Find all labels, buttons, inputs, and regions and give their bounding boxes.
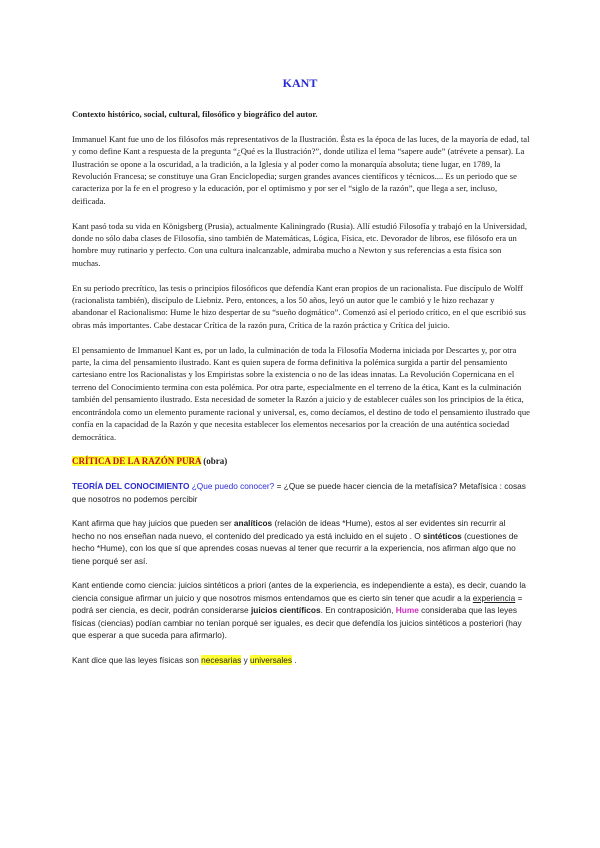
text-run: . — [292, 654, 297, 665]
term-experiencia: experiencia — [472, 592, 516, 603]
paragraph-periodo-precritico: En su periodo precrítico, las tesis o principios filosóficos que defendía Kant eran propios de un racionalista. Fue discípulo de Wolff (racionalista también), discípulo de Liebniz. Pero, entonces, a los 50 años, leyó un autor que le cambió y le hizo rechazar y abandonar el Racionalismo: Hume le hizo despertar de su “sueño dogmático”. Comenzó así el periodo crítico, en el que escribió sus obras más importantes. Cabe destacar Crítica de la razón pura, Crítica de la razón práctica y Crítica del juicio. — [72, 282, 526, 330]
text-run: y — [241, 654, 251, 665]
text-run: (cuestiones de hecho *Hume), con los que sí que aprendes cosas nuevas al tener que recurrir a la experiencia, nos afirman algo que no tiene porqué ser así. — [72, 530, 519, 566]
term-hume: Hume — [395, 605, 419, 616]
text-run: . En contraposición, — [320, 605, 396, 616]
document-body — [72, 108, 530, 679]
paragraph-biografia: Kant pasó toda su vida en Königsberg (Prusia), actualmente Kaliningrado (Rusia). Allí estudió Filosofía y trabajó en la Universidad, donde no sólo daba clases de Filosofía, sino también de Matemáticas, Lógica, Física, etc. Devorador de libros, ese filósofo era un hombre muy rutinario y perfecto. Con una cultura inalcanzable, admiraba mucho a Newton y sus referencias a esta física son muchas. — [72, 220, 527, 268]
paragraph-ciencia — [72, 579, 530, 641]
text-run: Kant dice que las leyes físicas son — [72, 654, 202, 665]
term-universales: universales — [250, 654, 292, 665]
teoria-rest: = ¿Que se puede hacer ciencia de la metafísica? Metafísica : cosas que nosotros no podemos percibir — [72, 481, 526, 504]
section-title-highlight: CRÍTICA DE LA RAZÓN PURA — [72, 456, 202, 467]
paragraph-ilustracion: Immanuel Kant fue uno de los filósofos más representativos de la Ilustración. Ésta es la época de las luces, de la mayoría de edad, tal y como define Kant a respuesta de la pregunta “¿Qué es la Ilustración?”, donde utiliza el lema “sapere aude” (atrévete a pensar). La Ilustración se opone a la oscuridad, a la tradición, a la Iglesia y al poder como la monarquía absoluta; tiene lugar, en 1789, la Revolución Francesa; se constituye una Gran Enciclopedia; surgen grandes avances científicos y técnicos.... Es un periodo que se caracteriza por la fe en el progreso y la educación, por el optimismo y por ser el “siglo de la razón”, que llega a ser, incluso, deificada. — [72, 133, 530, 206]
term-sinteticos: sintéticos — [423, 530, 462, 541]
paragraph-pensamiento: El pensamiento de Immanuel Kant es, por un lado, la culminación de toda la Filosofía Moderna iniciada por Descartes y, por otra parte, la cima del pensamiento ilustrado. Kant es quien supera de forma definitiva la polémica surgida a partir del pensamiento cartesiano entre los Racionalistas y los Empiristas sobre la existencia o no de las ideas innatas. La Revolución Copernicana en el terreno del Conocimiento termina con esta polémica. Por otra parte, especialmente en el terreno de la ética, Kant es la culminación también del pensamiento ilustrado. Esta necesidad de someter la Razón a juicio y de establecer cuáles son los principios de la ética, encontrándola como un elemento puramente racional y universal, es, como decíamos, el destino de todo el pensamiento ilustrado que confía en la capacidad de la Razón y que necesita establecer los elementos necesarios por la creación de una auténtica sociedad democrática. — [72, 344, 530, 442]
text-run: Kant entiende como ciencia: juicios sintéticos a priori (antes de la experiencia, es independiente a esta), es decir, cuando la ciencia consigue afirmar un juicio y que nosotros mismos entendamos que es cierto sin tener que acudir a la — [72, 580, 526, 603]
term-analiticos: analíticos — [233, 518, 273, 529]
section-subtitle: Contexto histórico, social, cultural, filosófico y biográfico del autor. — [72, 109, 318, 119]
section-title-suffix: (obra) — [201, 456, 228, 467]
paragraph-leyes-fisicas — [72, 654, 530, 666]
term-juicios-cientificos: juicios científicos — [250, 605, 321, 616]
text-run: = podrá ser ciencia, es decir, podrán considerarse — [72, 592, 523, 616]
text-run: consideraba que las leyes físicas (ciencias) podían cambiar no tenían porqué ser iguales, es decir que defendía los juicios sintéticos a posteriori (hay que esperar a que suceda para afirmarlo). — [72, 605, 522, 640]
term-necesarias: necesarias — [201, 654, 242, 665]
paragraph-juicios — [72, 517, 530, 567]
teoria-label: TEORÍA DEL CONOCIMIENTO — [72, 481, 190, 492]
section-heading — [72, 455, 530, 467]
text-run: (relación de ideas *Hume), estos al ser evidentes sin recurrir al hecho no nos enseñan nada nuevo, el contenido del predicado ya está incluido en el sujeto . O — [72, 518, 506, 541]
text-run: Kant afirma que hay juicios que pueden ser — [72, 518, 234, 529]
page-title: KANT — [282, 76, 318, 90]
paragraph-teoria — [72, 480, 530, 505]
teoria-question: ¿Que puedo conocer? — [191, 481, 275, 492]
